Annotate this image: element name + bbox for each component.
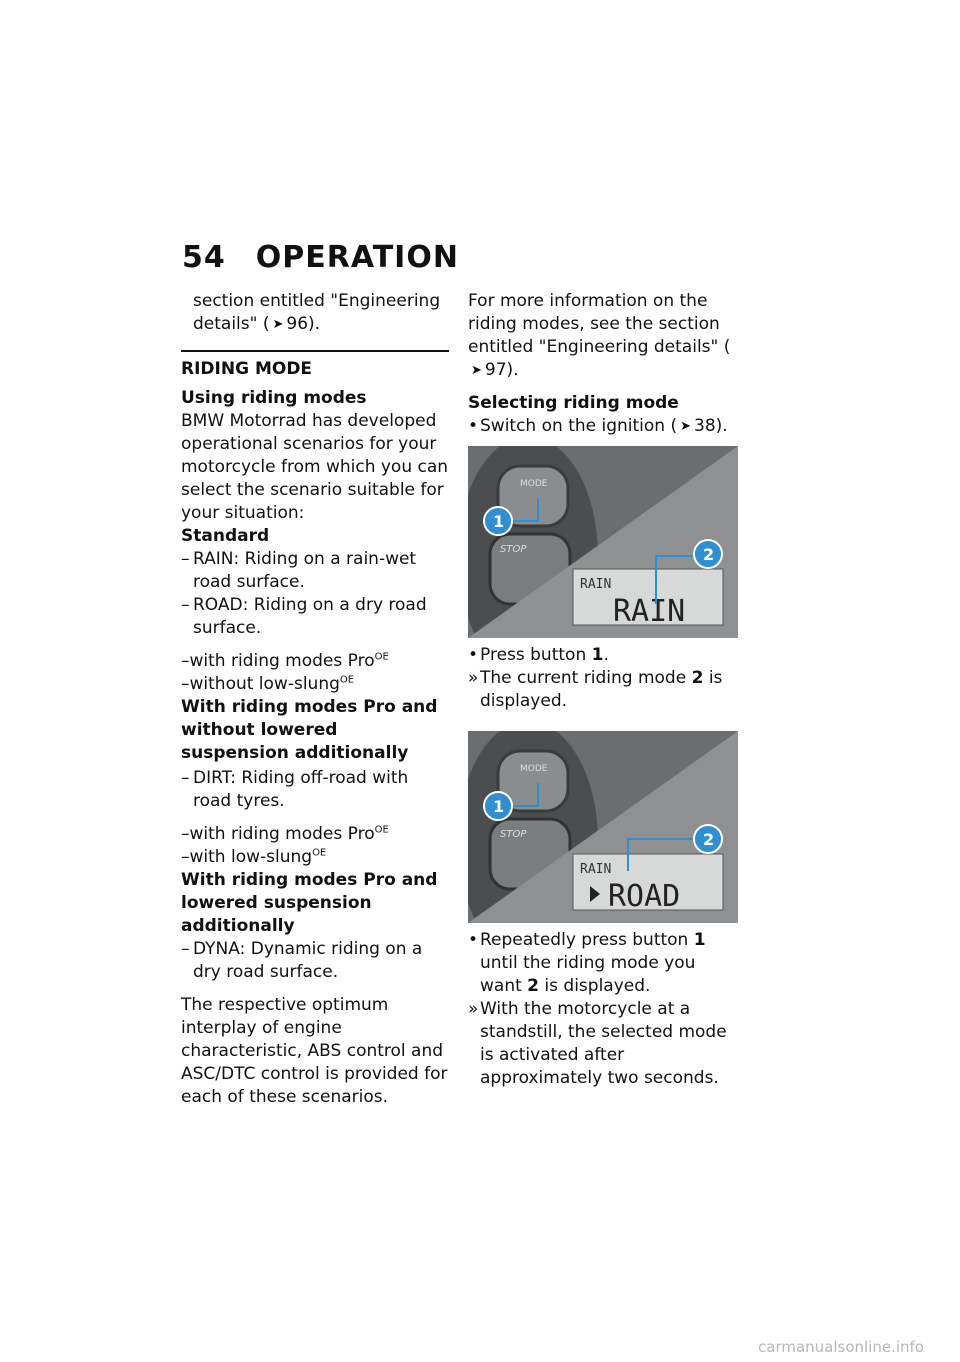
right-column [468, 290, 740, 1090]
fig2-display-small: RAIN [580, 862, 612, 877]
ref-97[interactable]: 97). [484, 360, 519, 380]
page-title: OPERATION [255, 240, 459, 275]
svg-text:2: 2 [703, 545, 715, 564]
fig1-stop-label: STOP [500, 544, 527, 555]
subtitle: Using riding modes [181, 388, 367, 408]
result-activated: » With the motorcycle at a standstill, the selected mode is activated after approximately two seconds. [468, 998, 740, 1090]
svg-text:1: 1 [493, 797, 505, 816]
step-ignition: • Switch on the ignition ( ➤ 38). [468, 415, 740, 438]
ref-arrow-icon: ➤ [680, 419, 692, 434]
left-column [181, 290, 449, 1109]
ref-96[interactable]: 96). [286, 314, 321, 334]
fig2-mode-label: MODE [520, 764, 548, 774]
more-info-text: For more information on the riding modes, see the section entitled "Engineering details" (➤ 97). [468, 291, 731, 380]
page-header [182, 240, 459, 275]
result-displayed: » The current riding mode 2 is displayed. [468, 667, 740, 713]
ref-arrow-icon: ➤ [471, 363, 482, 378]
fig1-display-large: RAIN [613, 594, 686, 629]
select-title: Selecting riding mode [468, 393, 679, 413]
fig1-mode-label: MODE [520, 479, 548, 489]
standard-label: Standard [181, 526, 270, 546]
list-item-dirt: – DIRT: Riding off-road with road tyres. [181, 767, 449, 813]
svg-text:1: 1 [493, 512, 505, 531]
step-press: • Press button 1. [468, 644, 740, 667]
fig1-display-small: RAIN [580, 577, 612, 592]
condition-line: –with riding modes Pro$^{OE}$ [181, 824, 389, 844]
intro-text: section entitled "Engineering details" ( ➤ 96). [193, 291, 441, 334]
list-item-road: – ROAD: Riding on a dry road surface. [181, 594, 449, 640]
step-repeat: • Repeatedly press button 1 until the riding mode you want 2 is displayed. [468, 929, 740, 998]
condition-line: –with riding modes Pro$^{OE}$ [181, 651, 389, 671]
page-number: 54 [182, 240, 226, 275]
ref-38[interactable]: 38). [694, 416, 728, 436]
paragraph: The respective optimum interplay of engine characteristic, ABS control and ASC/DTC control is provided for each of these scenarios. [181, 995, 448, 1107]
list-item-dyna: – DYNA: Dynamic riding on a dry road surface. [181, 938, 449, 984]
condition-line: –without low-slung$^{OE}$ [181, 674, 355, 694]
watermark: carmanualsonline.info [758, 1338, 924, 1356]
heading-dirt: With riding modes Pro and without lowered suspension additionally [181, 697, 438, 763]
fig2-display-large: ROAD [608, 879, 681, 914]
list-item-rain: – RAIN: Riding on a rain-wet road surface. [181, 548, 449, 594]
section-title: RIDING MODE [181, 350, 449, 381]
figure-rain [468, 446, 738, 638]
heading-dyna: With riding modes Pro and lowered suspension additionally [181, 870, 438, 936]
paragraph: BMW Motorrad has developed operational scenarios for your motorcycle from which you can select the scenario suitable for your situation: [181, 411, 449, 523]
fig2-stop-label: STOP [500, 829, 527, 840]
svg-text:2: 2 [703, 830, 715, 849]
ref-arrow-icon: ➤ [272, 317, 284, 332]
condition-line: –with low-slung$^{OE}$ [181, 847, 327, 867]
figure-road [468, 731, 738, 923]
